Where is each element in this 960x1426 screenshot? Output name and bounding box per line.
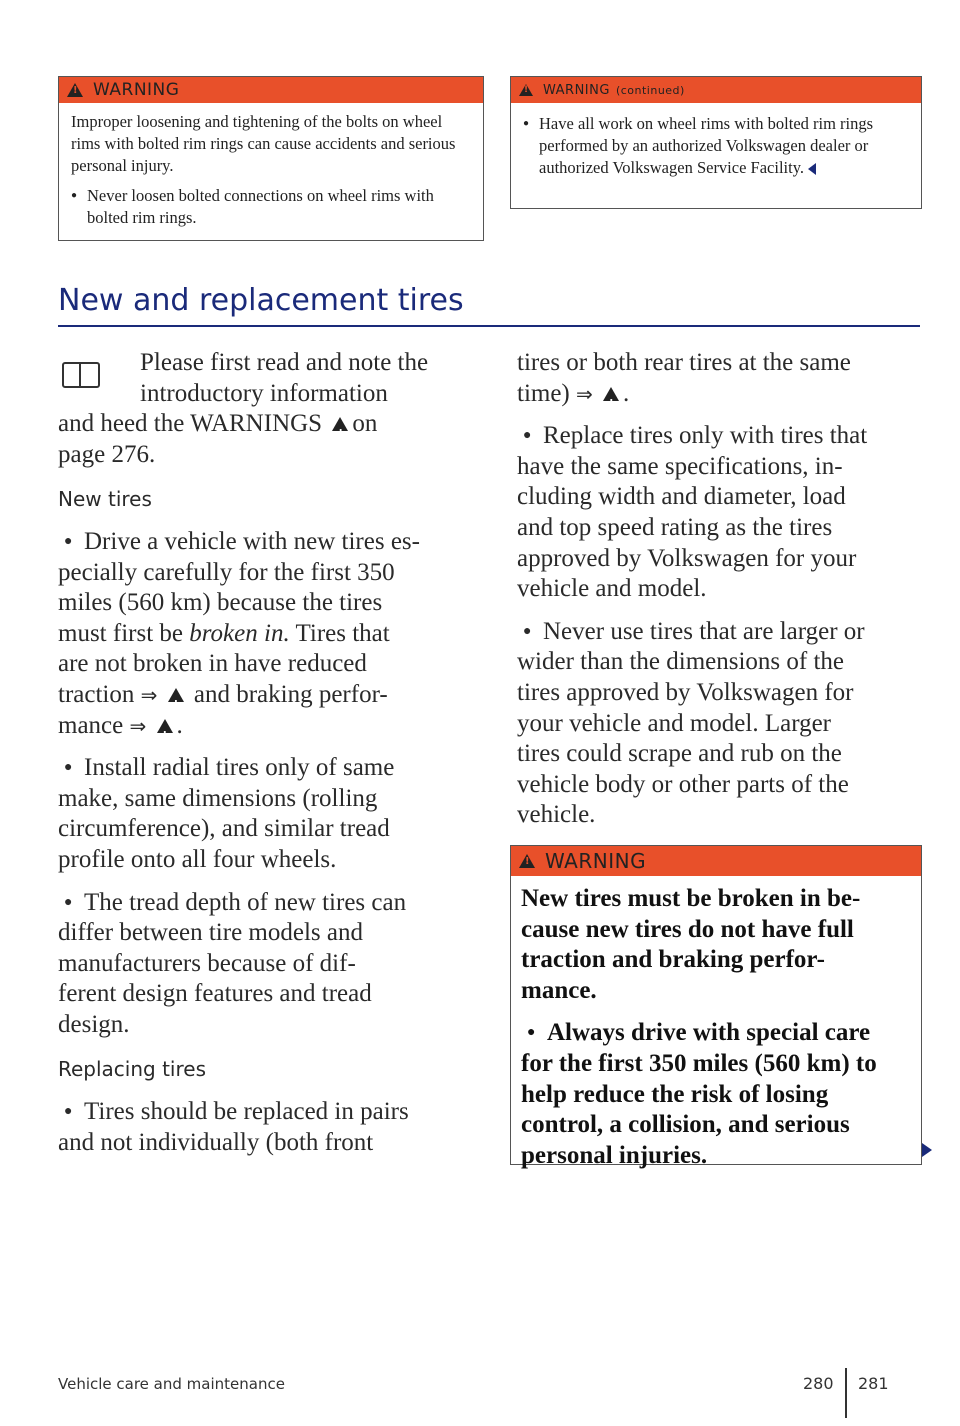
footer-chapter: Vehicle care and maintenance [58, 1375, 285, 1393]
list-item [58, 1097, 488, 1158]
text-span: time) [517, 379, 570, 407]
heading-new-tires: New tires [58, 487, 152, 512]
text-line: approved by Volkswagen for your [517, 544, 857, 572]
text-span: and braking perfor- [193, 680, 388, 708]
end-of-section-icon [808, 163, 816, 175]
warning-paragraph: Improper loosening and tightening of the bolts on wheel rims with bolted rim rings can cause accidents and serious personal injury. [71, 112, 456, 175]
intro-line3 [58, 409, 488, 440]
text-line: ● Tires should be replaced in pairs [84, 1098, 409, 1126]
text-line: help reduce the risk of losing [521, 1080, 829, 1108]
warning-bullet-text: Have all work on wheel rims with bolted rim rings performed by an authorized Volkswagen dealer or authorized Volkswagen Service Facility. [539, 114, 874, 177]
text-line: ● The tread depth of new tires can [84, 888, 407, 916]
warning-box-bolts [58, 76, 484, 241]
text-line: mance ⇒ ! . [58, 711, 488, 742]
warning-icon [157, 719, 173, 733]
text-line: tires approved by Volkswagen for [517, 678, 854, 706]
text-line: have the same specifications, in- [517, 452, 843, 480]
text-line: profile onto all four wheels. [58, 845, 337, 873]
text-line: differ between tire models and [58, 919, 363, 947]
text-line: mance. [521, 976, 597, 1004]
text-line: traction and braking perfor- [521, 946, 825, 974]
text-line: wider than the dimensions of the [517, 648, 845, 676]
text-line: tires or both rear tires at the same [517, 349, 851, 376]
continued-arrow-icon [922, 1143, 932, 1157]
warning-header [59, 77, 483, 103]
intro-line3-on: on [352, 410, 378, 438]
text-line: ferent design features and tread [58, 980, 372, 1008]
text-line: ● Drive a vehicle with new tires es- [84, 527, 420, 555]
list-item [58, 888, 488, 1041]
text-line: tires could scrape and rub on the [517, 740, 842, 768]
text-line: ● Replace tires only with tires that [543, 422, 868, 450]
text-line: circumference), and similar tread [58, 815, 390, 843]
text-line: personal injuries. [521, 1141, 708, 1169]
warning-icon [67, 83, 83, 97]
text-line: New tires must be broken in be- [521, 885, 861, 912]
text-line: make, same dimensions (rolling [58, 784, 378, 812]
right-column [517, 348, 927, 831]
page-divider [845, 1368, 847, 1418]
text-line [58, 680, 488, 711]
intro-block [58, 348, 488, 470]
warning-header [511, 77, 921, 103]
warning-icon [519, 84, 533, 96]
text-span: traction [58, 680, 135, 708]
warning-title: WARNING [543, 82, 610, 98]
text-line: vehicle and model. [517, 575, 707, 603]
intro-line1: Please first read and note the [140, 349, 429, 376]
warning-header [511, 846, 921, 876]
intro-line3-text: and heed the WARNINGS [58, 410, 323, 438]
intro-line4: page 276. [58, 440, 156, 468]
text-line: and not individually (both front [58, 1128, 374, 1156]
cross-reference-arrow: ⇒ [576, 381, 593, 406]
intro-line2: introductory information [140, 379, 388, 407]
text-line: ● Install radial tires only of same [84, 754, 395, 782]
warning-box-continued [510, 76, 922, 209]
cross-reference-arrow: ⇒ [140, 682, 158, 707]
warning-continued: (continued) [615, 83, 685, 97]
text-span: must first be [58, 619, 183, 647]
warning-icon [603, 387, 619, 401]
italic-term: broken in. [189, 619, 290, 647]
warning-icon [168, 688, 184, 702]
text-line: pecially carefully for the first 350 [58, 558, 395, 586]
left-column [58, 348, 488, 1158]
list-item [517, 421, 927, 605]
list-item [517, 617, 927, 831]
heading-replacing-tires: Replacing tires [58, 1057, 206, 1082]
warning-title: WARNING [545, 849, 647, 873]
text-line: cluding width and diameter, load [517, 483, 846, 511]
warning-bullet [523, 113, 911, 179]
text-span: mance [58, 711, 124, 739]
text-span: Tires that [289, 619, 390, 647]
book-icon [62, 362, 100, 388]
text-line: cause new tires do not have full [521, 915, 854, 943]
text-line: manufacturers because of dif- [58, 949, 356, 977]
section-rule [58, 325, 920, 327]
text-line: design. [58, 1010, 130, 1038]
list-item [521, 1018, 911, 1171]
section-title: New and replacement tires [58, 283, 464, 318]
warning-bullet: ● Never loosen bolted connections on wheel rims with bolted rim rings. [71, 185, 473, 229]
text-line: are not broken in have reduced [58, 650, 367, 678]
warning-title: WARNING [93, 80, 180, 100]
page-number-left: 280 [803, 1374, 834, 1393]
text-line: time) ⇒ ! . [517, 379, 927, 410]
list-item [58, 527, 488, 741]
text-line [58, 619, 488, 650]
text-line: for the first 350 miles (560 km) to [521, 1049, 877, 1077]
text-line: miles (560 km) because the tires [58, 589, 383, 617]
warning-box-break-in [510, 845, 922, 1169]
text-line: ● Never use tires that are larger or [543, 617, 865, 645]
warning-icon [519, 854, 535, 868]
warning-icon [332, 417, 348, 431]
cross-reference-arrow: ⇒ [129, 713, 147, 738]
list-item [58, 753, 488, 875]
text-line: and top speed rating as the tires [517, 513, 833, 541]
text-line: control, a collision, and serious [521, 1111, 850, 1139]
text-line: your vehicle and model. Larger [517, 709, 832, 737]
text-line: vehicle. [517, 801, 596, 829]
page-number-right: 281 [858, 1374, 889, 1393]
text-line: vehicle body or other parts of the [517, 770, 849, 798]
text-line: ● Always drive with special care [547, 1019, 871, 1047]
